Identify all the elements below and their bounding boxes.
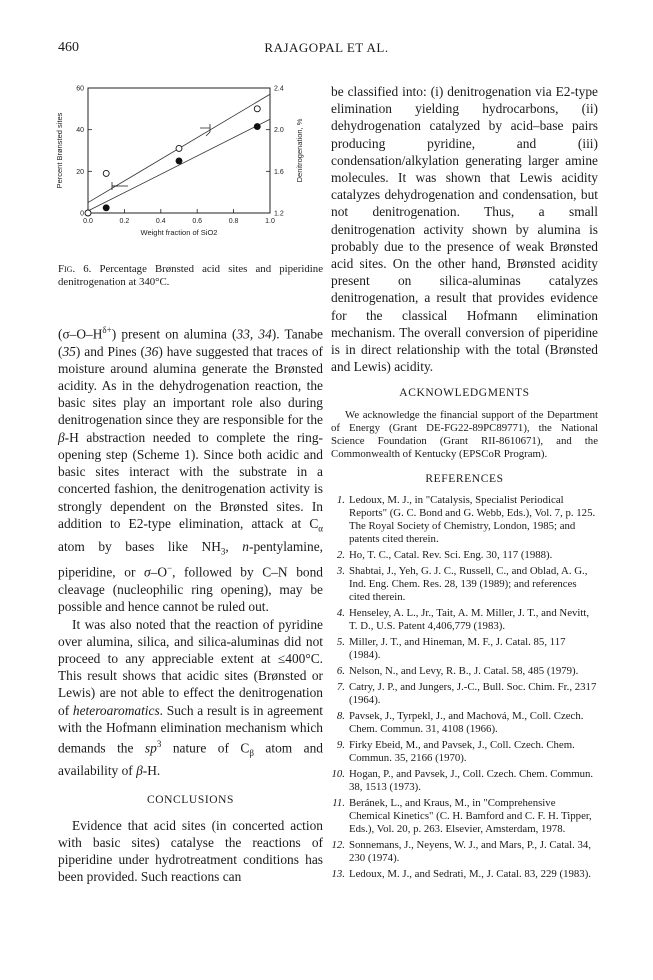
- reference-number: 5.: [336, 635, 345, 648]
- reference-item: [331, 797, 598, 836]
- data-point-denitrogenation: [176, 158, 182, 164]
- reference-number: 3.: [336, 564, 345, 577]
- caption-label: Fig. 6.: [58, 263, 92, 275]
- reference-number: 1.: [336, 493, 345, 506]
- reference-number: 4.: [336, 606, 345, 619]
- right-axis-arrow-head: [206, 132, 210, 136]
- reference-item: [331, 549, 598, 562]
- caption-text: Percentage Brønsted acid sites and piperidine denitrogenation at 340°C.: [58, 263, 323, 288]
- reference-item: [331, 681, 598, 707]
- data-point-bronsted: [176, 145, 182, 151]
- body-paragraph-1: $(\sigma-O-H^{\delta+})$ present on alumina (33, 34). Tanabe (35) and Pines (36) have suggested that traces of moisture around alumina generate the Brønsted acidity. As in the dehydrogenation reaction, the basic sites play an important role also during denitrogenation since they are responsible for the β-H abstraction needed to complete the ring-opening step (Scheme 1). Since both acidic and basic sites interact with the substrate in a concerted fashion, the denitrogenation activity is strongly dependent on the Brønsted sites. In addition to E2-type elimination, attack at $C_\alpha$ atom by bases like $NH_3$, n-pentylamine, piperidine, or σ–O−, followed by C–N bond cleavage (nucleophilic ring opening), may be possible and hence cannot be ruled out.: [58, 325, 323, 615]
- reference-number: 11.: [332, 796, 345, 809]
- conclusions-continued: be classified into: (i) denitrogenation via E2-type elimination yielding hydrocarbons, (ii) dehydrogenation catalyzed by acid–base pairs producing pyridine, and (iii) condensation/alkylation generating larger amine molecules. It was shown that Lewis acidity catalyzes dehydrogenation and condensation, but not denitrogenation. Thus, a small denitrogenation activity shown by alumina is probably due to the presence of weak Brønsted acid sites. On the other hand, Brønsted acidity present on silica-aluminas catalyzes denitrogenation, a result that provides evidence for the classical Hofmann elimination mechanism. The overall conversion of piperidine is in direct relationship with the total (Brønsted and Lewis) acidity.: [331, 84, 598, 375]
- data-point-bronsted: [103, 170, 109, 176]
- running-header: RAJAGOPAL ET AL.: [264, 40, 389, 55]
- reference-text: Shabtai, J., Yeh, G. J. C., Russell, C., and Oblad, A. G., Ind. Eng. Chem. Res. 28, 139 (1989); and references cited therein.: [349, 564, 588, 603]
- data-point-denitrogenation: [254, 124, 260, 130]
- y-left-tick-label: 40: [76, 127, 84, 135]
- reference-number: 10.: [331, 767, 345, 780]
- y-right-tick-label: 1.6: [274, 168, 284, 176]
- reference-number: 7.: [336, 680, 345, 693]
- reference-item: [331, 494, 598, 546]
- x-axis-label: Weight fraction of SiO2: [140, 228, 218, 237]
- body-paragraph-2: It was also noted that the reaction of pyridine over alumina, silica, and silica-aluminas did not proceed to any appreciable extent at ≤400°C. This result shows that acidic sites (Brønsted or Lewis) are not able to effect the denitrogenation of heteroaromatics. Such a result is in agreement with the Hofmann elimination mechanism which demands the $sp^3$ nature of $C_\beta$ atom and availability of β-H.: [58, 616, 323, 779]
- references-heading: REFERENCES: [425, 472, 504, 485]
- reference-item: [331, 565, 598, 604]
- page-number: 460: [58, 40, 79, 55]
- reference-item: [331, 710, 598, 736]
- figure-caption: [58, 263, 323, 289]
- reference-number: 6.: [336, 664, 345, 677]
- reference-text: Hogan, P., and Pavsek, J., Coll. Czech. Chem. Commun. 38, 1513 (1973).: [349, 767, 594, 793]
- acknowledgments-heading: ACKNOWLEDGMENTS: [399, 387, 530, 400]
- reference-number: 13.: [331, 867, 345, 880]
- reference-item: [331, 636, 598, 662]
- acknowledgments-text: We acknowledge the financial support of the Department of Energy (Grant DE-FG22-89PC89771), the National Science Foundation (Grant RII-8610671), and the Commonwealth of Kentucky (EPSCoR Program).: [331, 408, 598, 460]
- x-tick-label: 0.0: [83, 218, 93, 225]
- reference-text: Pavsek, J., Tyrpekl, J., and Machová, M., Coll. Czech. Chem. Commun. 31, 4108 (1966).: [349, 709, 584, 735]
- left-column: [58, 322, 323, 886]
- reference-item: [331, 665, 598, 678]
- y-right-tick-label: 2.0: [274, 127, 284, 135]
- x-tick-label: 1.0: [265, 218, 275, 225]
- data-point-bronsted: [254, 106, 260, 112]
- reference-text: Sonnemans, J., Neyens, W. J., and Mars, P., J. Catal. 34, 230 (1974).: [349, 838, 592, 864]
- reference-text: Ledoux, M. J., in "Catalysis, Specialist Periodical Reports" (G. C. Bond and G. Webb, Eds.), Vol. 7, p. 125. The Royal Society of Chemistry, London, 1985; and patents cited therein.: [349, 493, 596, 545]
- reference-item: [331, 868, 598, 881]
- reference-number: 12.: [331, 838, 345, 851]
- y-left-axis-label: Percent Brønsted sites: [55, 112, 64, 189]
- reference-text: Firky Ebeid, M., and Pavsek, J., Coll. Czech. Chem. Commun. 35, 2166 (1970).: [349, 738, 575, 764]
- reference-text: Ledoux, M. J., and Sedrati, M., J. Catal. 83, 229 (1983).: [349, 867, 592, 880]
- x-tick-label: 0.4: [155, 218, 166, 225]
- x-tick-label: 0.6: [192, 218, 203, 225]
- reference-item: [331, 768, 598, 794]
- y-right-tick-label: 1.2: [274, 210, 284, 218]
- data-point-denitrogenation: [103, 205, 109, 211]
- reference-number: 9.: [336, 738, 345, 751]
- figure-6-chart: [50, 78, 325, 248]
- reference-text: Henseley, A. L., Jr., Tait, A. M. Miller, J. T., and Nevitt, T. D., U.S. Patent 4,406,779 (1983).: [349, 606, 590, 632]
- reference-item: [331, 607, 598, 633]
- reference-item: [331, 739, 598, 765]
- reference-number: 2.: [336, 548, 345, 561]
- reference-item: [331, 839, 598, 865]
- reference-text: Catry, J. P., and Jungers, J.-C., Bull. Soc. Chim. Fr., 2317 (1964).: [349, 680, 597, 706]
- x-tick-label: 0.2: [119, 218, 130, 225]
- y-left-tick-label: 60: [76, 85, 84, 93]
- reference-number: 8.: [336, 709, 345, 722]
- trend-line-denitrogenation: [88, 119, 270, 211]
- reference-text: Miller, J. T., and Hineman, M. F., J. Catal. 85, 117 (1984).: [349, 635, 566, 661]
- conclusions-heading: CONCLUSIONS: [146, 793, 235, 806]
- data-point-bronsted: [85, 210, 91, 216]
- right-column: [331, 83, 598, 884]
- y-right-tick-label: 2.4: [274, 85, 284, 93]
- y-left-tick-label: 20: [76, 168, 84, 176]
- reference-text: Ho, T. C., Catal. Rev. Sci. Eng. 30, 117 (1988).: [349, 548, 553, 561]
- y-left-tick-label: 0: [80, 210, 84, 218]
- reference-text: Nelson, N., and Levy, R. B., J. Catal. 58, 485 (1979).: [349, 664, 579, 677]
- y-right-axis-label: Denitrogenation, %: [295, 118, 304, 183]
- reference-list: [331, 494, 598, 881]
- x-tick-label: 0.8: [228, 218, 239, 225]
- reference-text: Beránek, L., and Kraus, M., in "Comprehensive Chemical Kinetics" (C. H. Bamford and C. F. H. Tipper, Eds.), Vol. 20, p. 263. Elsevier, Amsterdam, 1978.: [349, 796, 592, 835]
- conclusions-paragraph: Evidence that acid sites (in concerted action with basic sites) catalyse the reactions of piperidine under hydrotreatment conditions has been provided. Such reactions can: [58, 817, 323, 885]
